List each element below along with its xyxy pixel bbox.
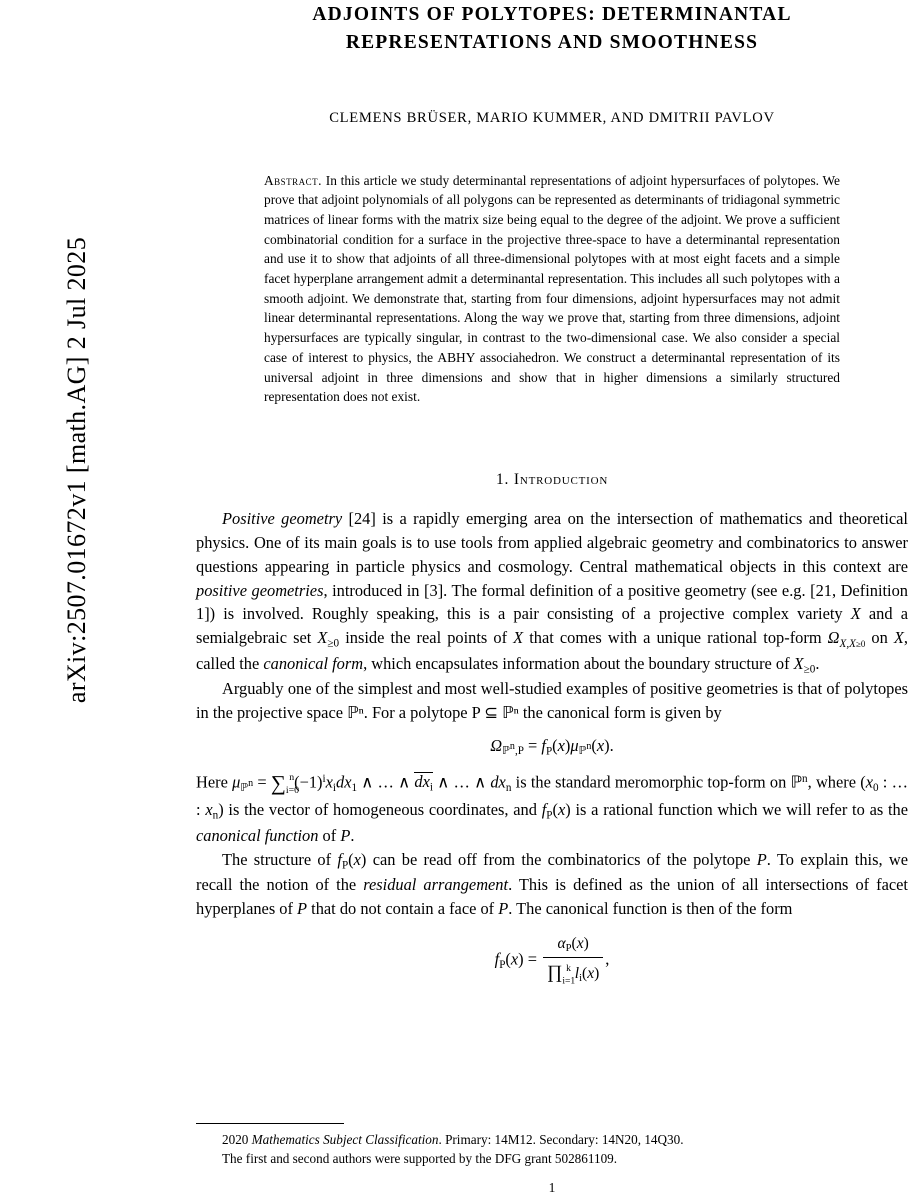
body-text: [196, 507, 908, 989]
footnote-line-1: [222, 1131, 906, 1150]
footnote-line-2: The first and second authors were supported by the DFG grant 502861109.: [222, 1150, 618, 1166]
page-number: 1: [548, 1180, 556, 1195]
p3-part-d: is the vector of homogeneous coordinates, and: [223, 800, 542, 820]
p1-emph-positive-geometries: positive geometries: [196, 580, 324, 600]
paragraph-4: The structure of $f_P(x)$ can be read off from the combinatorics of the polytope P. To explain this, we recall the notion of the residual arrangement. This is defined as the union of all intersections of facet hyperplanes of P that do not contain a face of P. The canonical function is then of the form: [196, 849, 908, 919]
paragraph-3: Here $\mu_{ℙn} = \sum_{i=0}^n(-1)^ix_idx_1$ ∧ … ∧ $dx_i$ ∧ … ∧ $dx_n$ is the standard meromorphic top-form on ℙ$^n$, where ($x_0$ : … : $x_n$) is the vector of homogeneous coordinates, and $f_P(x)$ is a rational function which we will refer to as the canonical function of P.: [196, 770, 908, 845]
author-list: CLEMENS BRÜSER, MARIO KUMMER, AND DMITRII PAVLOV: [329, 109, 775, 126]
arxiv-identifier-stamp: arXiv:2507.01672v1 [math.AG] 2 Jul 2025: [62, 236, 91, 704]
p1-part-e: and a semialgebraic set: [196, 604, 908, 648]
p3-part-a: Here: [196, 772, 233, 792]
p4-emph-residual-arrangement: residual arrangement: [363, 875, 509, 895]
section-title: Introduction: [513, 470, 609, 488]
p1-part-k: , which encapsulates information about the boundary structure of: [363, 653, 794, 673]
p1-emph-positive-geometry: Positive geometry: [222, 508, 343, 528]
title-line-2: REPRESENTATIONS AND SMOOTHNESS: [345, 32, 759, 54]
abstract-text: In this article we study determinantal representations of adjoint hypersurfaces of polytopes. We prove that adjoint polynomials of all polygons can be represented as determinants of tridiagonal symmetric matrices of linear forms with the matrix size being equal to the degree of the adjoint. We prove a sufficient combinatorial condition for a surface in the projective three-space to have a determinantal representation and use it to show that adjoints of all three-dimensional polytopes with at most eight facets and a simple facet hyperplane arrangement admit a determinantal representation. This includes all such polytopes with a smooth adjoint. We demonstrate that, starting from four dimensions, adjoint hypersurfaces may not admit linear determinantal representations. Along the way we prove that, starting from three dimensions, adjoint hypersurfaces are typically singular, in contrast to the two-dimensional case. We also consider a special case of interest to physics, the ABHY associahedron. We construct a determinantal representation of its universal adjoint in three dimensions and show that in higher dimensions a similarly structured representation does not exist.: [264, 172, 841, 405]
p4-part-e: . This is defined as the union of all intersections of facet hyperplanes of: [196, 875, 908, 919]
section-heading: [196, 471, 908, 489]
p1-part-i: , called the: [196, 628, 908, 673]
page-title: [196, 0, 908, 58]
p1-part-g: that comes with a unique rational top-form: [523, 628, 828, 648]
p3-part-b: is the standard meromorphic top-form on: [511, 772, 791, 792]
title-line-1: ADJOINTS OF POLYTOPES: DETERMINANTAL: [312, 4, 792, 25]
p4-part-a: The structure of: [222, 849, 338, 869]
footnote-year: 2020: [222, 1132, 252, 1147]
footnote-msc-label: Mathematics Subject Classification: [251, 1132, 439, 1147]
p4-part-f: that do not contain a face of: [307, 899, 499, 919]
p4-part-g: . The canonical function is then of the form: [508, 899, 793, 919]
p1-part-d: , introduced in [3]. The formal definition of a positive geometry (see e.g. [21, Definition 1]) is involved. Roughly speaking, this is a pair consisting of a projective complex variety: [196, 580, 908, 624]
p4-part-b: can be read off from the combinatorics of the polytope: [366, 849, 757, 869]
equation-canonical-form: $\Omega_{ℙn,P} = f_P(x)\mu_{ℙn}(x)$.: [490, 736, 614, 758]
p3-emph-canonical-function: canonical function: [196, 825, 319, 845]
abstract-heading: Abstract.: [264, 172, 323, 188]
footnote-divider: [196, 1123, 344, 1124]
p3-part-e: is a rational function which we will refer to as the: [570, 800, 908, 820]
section-number: 1.: [495, 470, 510, 488]
paper-page: [196, 0, 908, 1200]
paragraph-2: Arguably one of the simplest and most well-studied examples of positive geometries is that of polytopes in the projective space ℙⁿ. For a polytope P ⊆ ℙⁿ the canonical form is given by: [196, 679, 908, 723]
p1-part-h: on: [865, 628, 894, 648]
footnote-block: [222, 1131, 906, 1168]
p3-part-c: , where: [807, 772, 861, 792]
equation-canonical-function: $f_P(x)$ = $\frac{\alpha_P(x)}{\prod_{i=1}^k l_i(x)}$ ,: [494, 934, 610, 987]
footnote-msc-codes: . Primary: 14M12. Secondary: 14N20, 14Q30.: [438, 1132, 684, 1147]
p1-part-f: inside the real points of: [339, 628, 514, 648]
p4-part-c: . To explain this, we recall the notion of the: [196, 849, 908, 895]
abstract-block: [264, 171, 840, 407]
p1-emph-canonical-form: canonical form: [263, 653, 364, 673]
p3-part-g: of: [318, 825, 341, 845]
p1-part-b: [24] is a rapidly emerging area on the intersection of mathematics and theoretical physics. One of its main goals is to use tools from applied algebraic geometry and combinatorics to answer questions appearing in particle physics and cosmology. Central mathematical objects in this context are: [196, 508, 908, 576]
paragraph-1: Positive geometry [24] is a rapidly emerging area on the intersection of mathematics and theoretical physics. One of its main goals is to use tools from applied algebraic geometry and combinatorics to answer questions appearing in particle physics and cosmology. Central mathematical objects in this context are positive geometries, introduced in [3]. The formal definition of a positive geometry (see e.g. [21, Definition 1]) is involved. Roughly speaking, this is a pair consisting of a projective complex variety X and a semialgebraic set $X_{\ge 0}$ inside the real points of X that comes with a unique rational top-form $\Omega_{X,X\ge 0}$ on X, called the canonical form, which encapsulates information about the boundary structure of $X_{\ge 0}$.: [196, 508, 908, 676]
